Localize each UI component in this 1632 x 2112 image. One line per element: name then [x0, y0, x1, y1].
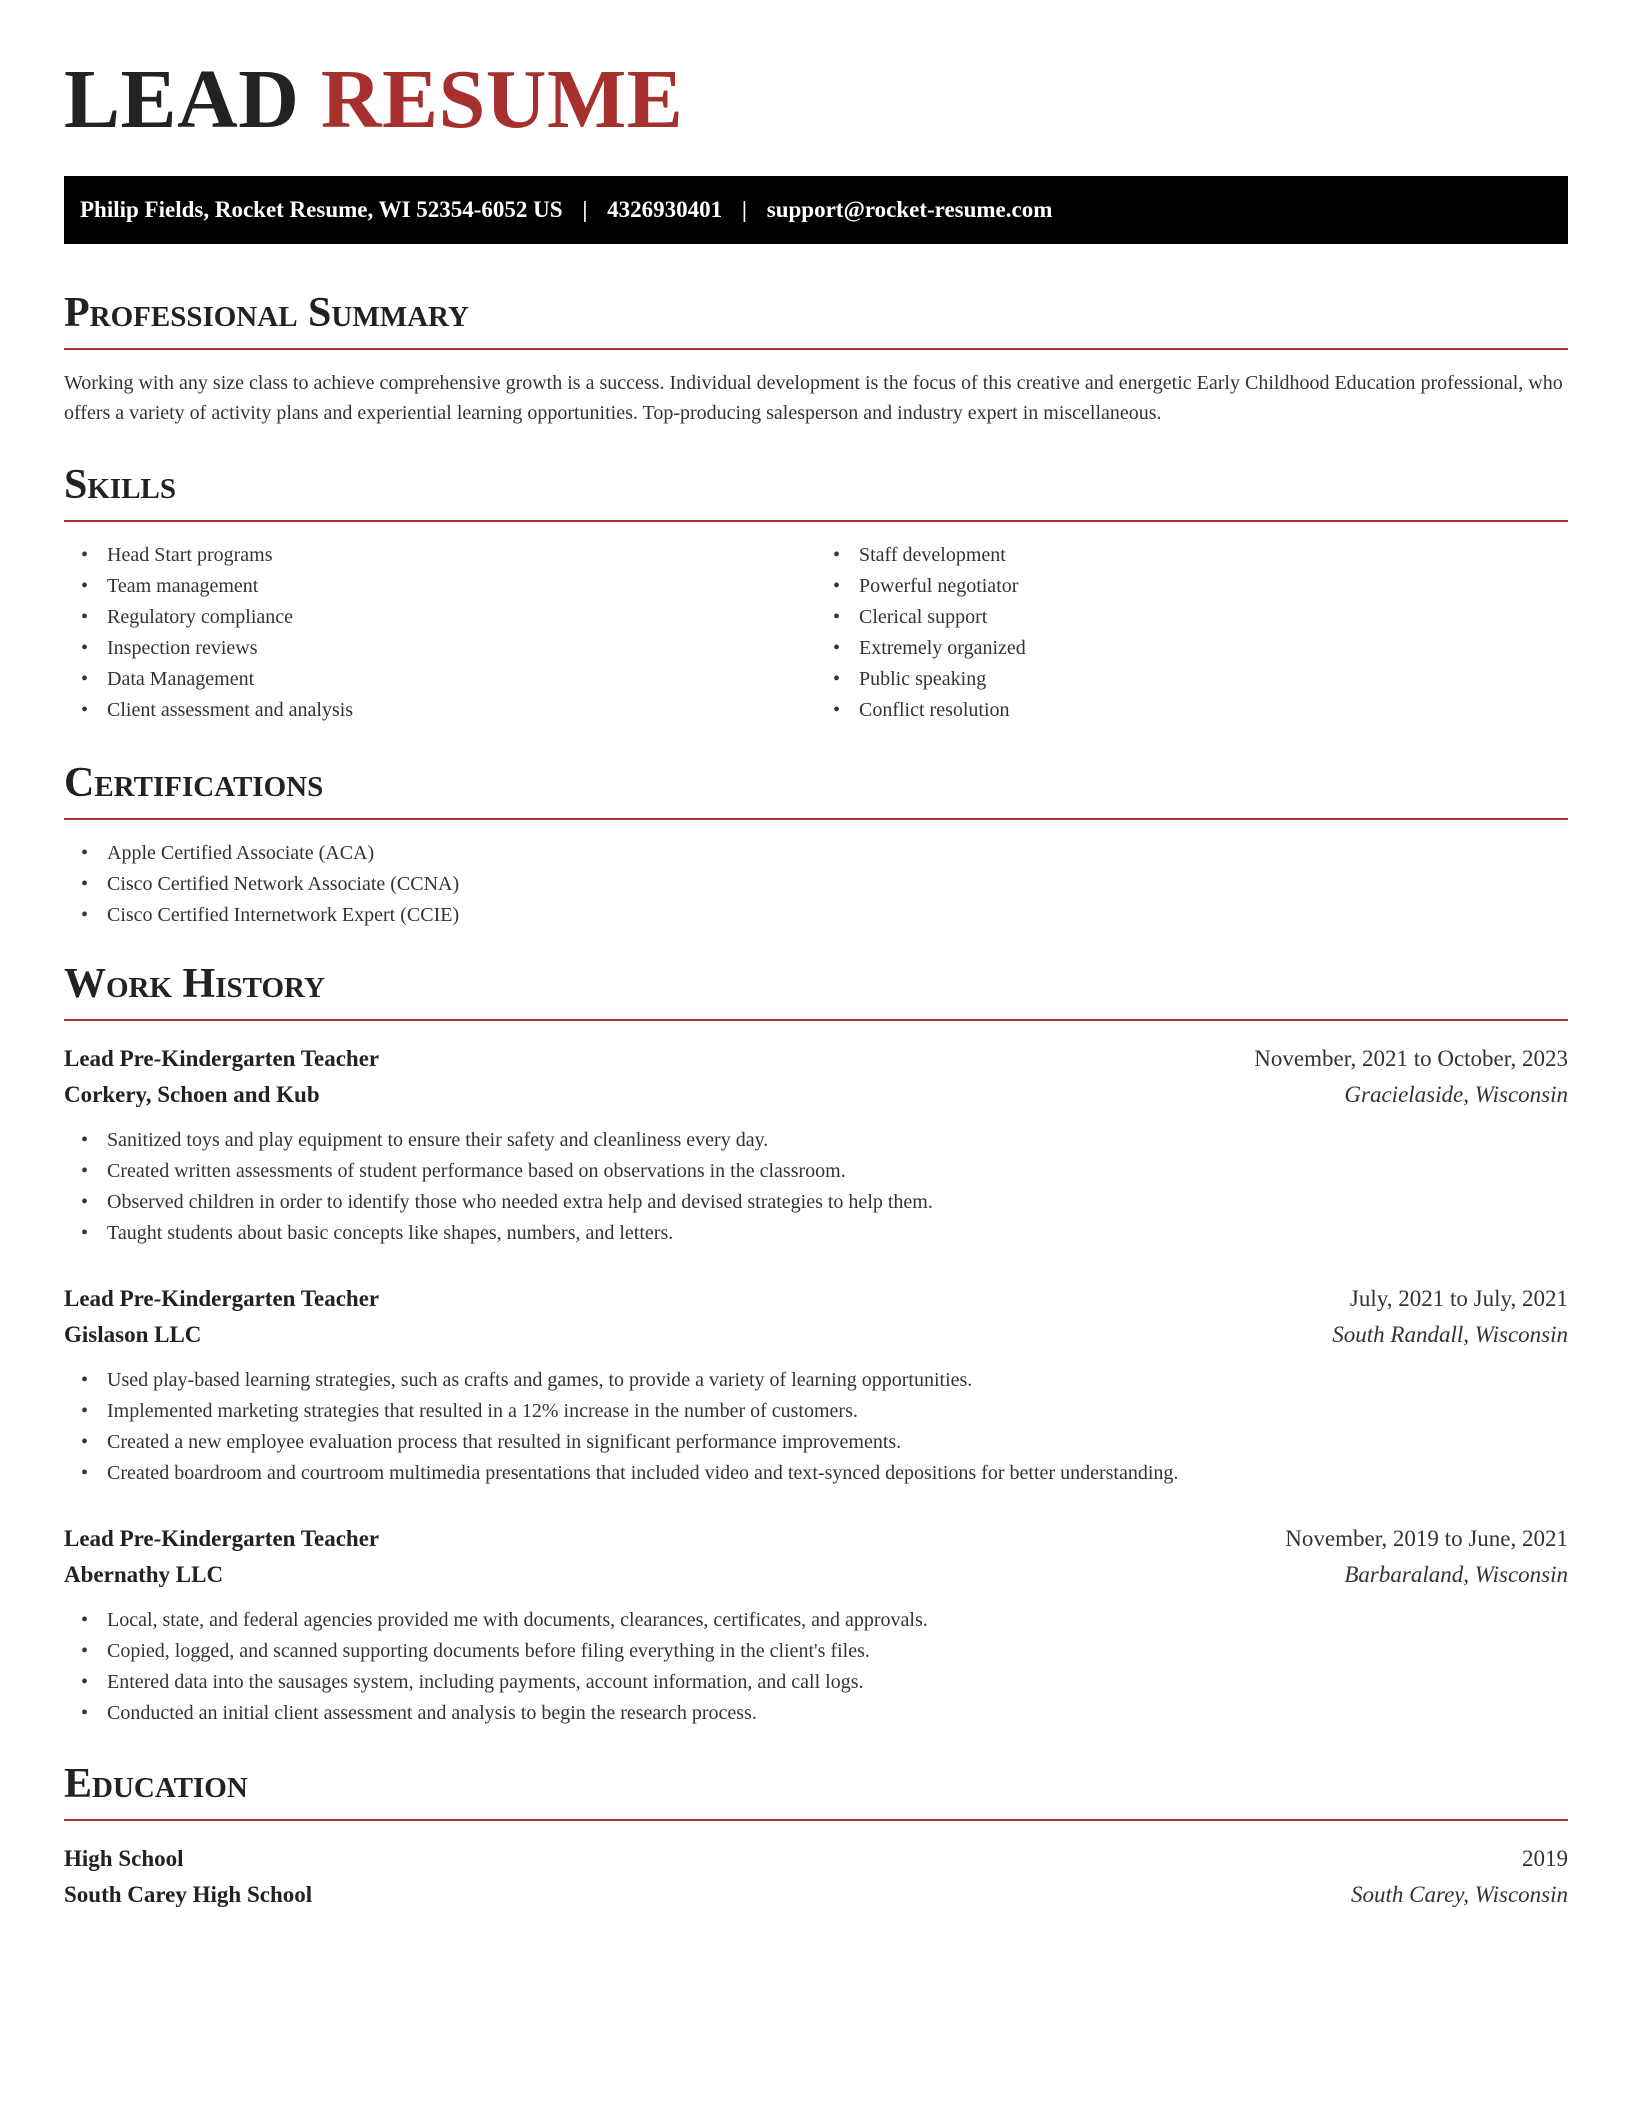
education-school-row — [64, 1877, 1568, 1913]
job-location: Barbaraland, Wisconsin — [1344, 1562, 1568, 1587]
contact-phone[interactable]: 4326930401 — [607, 197, 723, 222]
skill-item: • Public speaking — [859, 664, 1568, 695]
job-title: Lead Pre-Kindergarten Teacher — [64, 1526, 380, 1551]
job-bullets — [64, 1365, 1568, 1489]
resume-title — [64, 0, 1568, 146]
skills-heading: Skills — [64, 462, 177, 508]
section-divider — [64, 1019, 1568, 1021]
summary-heading: Professional Summary — [64, 290, 469, 336]
section-divider — [64, 348, 1568, 350]
contact-address: Philip Fields, Rocket Resume, WI 52354-6052 US — [80, 197, 563, 222]
skill-item: • Regulatory compliance — [107, 602, 816, 633]
education-school: South Carey High School — [64, 1882, 313, 1907]
skill-item: • Inspection reviews — [107, 633, 816, 664]
job-dates: November, 2021 to October, 2023 — [1254, 1046, 1568, 1071]
job-bullet: • Entered data into the sausages system, including payments, account information, and call logs. — [107, 1667, 1568, 1698]
job-bullet: • Used play-based learning strategies, such as crafts and games, to provide a variety of learning opportunities. — [107, 1365, 1568, 1396]
skill-item: • Client assessment and analysis — [107, 695, 816, 726]
job-entry — [64, 1521, 1568, 1729]
job-company: Gislason LLC — [64, 1322, 202, 1347]
summary-text: Working with any size class to achieve comprehensive growth is a success. Individual development is the focus of this creative and energetic Early Childhood Education professional, who offers a variety of activity plans and experiential learning opportunities. Top-producing salesperson and industry expert in miscellaneous. — [64, 372, 1563, 424]
skill-item: • Head Start programs — [107, 540, 816, 571]
job-dates: July, 2021 to July, 2021 — [1349, 1286, 1568, 1311]
skills-list — [64, 540, 1568, 726]
section-divider — [64, 818, 1568, 820]
job-bullet: • Conducted an initial client assessment and analysis to begin the research process. — [107, 1698, 1568, 1729]
skill-item: • Data Management — [107, 664, 816, 695]
job-bullet: • Created written assessments of student performance based on observations in the classroom. — [107, 1156, 1568, 1187]
job-title: Lead Pre-Kindergarten Teacher — [64, 1046, 380, 1071]
resume-page — [64, 0, 1568, 1913]
title-lead: LEAD — [64, 53, 300, 146]
job-entry — [64, 1281, 1568, 1489]
job-bullet: • Taught students about basic concepts like shapes, numbers, and letters. — [107, 1218, 1568, 1249]
contact-separator: | — [741, 197, 747, 222]
education-header — [64, 1841, 1568, 1877]
section-divider — [64, 520, 1568, 522]
title-resume: RESUME — [320, 53, 684, 146]
certifications-heading: Certifications — [64, 760, 324, 806]
job-bullet: • Copied, logged, and scanned supporting documents before filing everything in the client's files. — [107, 1636, 1568, 1667]
contact-separator: | — [582, 197, 588, 222]
job-bullet: • Implemented marketing strategies that resulted in a 12% increase in the number of customers. — [107, 1396, 1568, 1427]
job-bullet: • Local, state, and federal agencies provided me with documents, clearances, certificates, and approvals. — [107, 1605, 1568, 1636]
job-employer — [64, 1077, 1568, 1113]
certification-item: • Apple Certified Associate (ACA) — [107, 838, 1568, 869]
job-bullets — [64, 1125, 1568, 1249]
section-divider — [64, 1819, 1568, 1821]
contact-email[interactable]: support@rocket-resume.com — [766, 197, 1053, 222]
job-location: South Randall, Wisconsin — [1332, 1322, 1568, 1347]
job-bullet: • Sanitized toys and play equipment to ensure their safety and cleanliness every day. — [107, 1125, 1568, 1156]
education-year: 2019 — [1522, 1846, 1568, 1871]
job-header — [64, 1521, 1568, 1557]
skill-item: • Team management — [107, 571, 816, 602]
job-entry — [64, 1041, 1568, 1249]
job-location: Gracielaside, Wisconsin — [1344, 1082, 1568, 1107]
work-history-heading: Work History — [64, 961, 325, 1007]
job-title: Lead Pre-Kindergarten Teacher — [64, 1286, 380, 1311]
certification-item: • Cisco Certified Network Associate (CCNA) — [107, 869, 1568, 900]
job-bullet: • Observed children in order to identify those who needed extra help and devised strategies to help them. — [107, 1187, 1568, 1218]
skills-column-right — [816, 540, 1568, 726]
education-degree: High School — [64, 1846, 184, 1871]
job-employer — [64, 1557, 1568, 1593]
skill-item: • Staff development — [859, 540, 1568, 571]
education-location: South Carey, Wisconsin — [1350, 1882, 1568, 1907]
skill-item: • Extremely organized — [859, 633, 1568, 664]
education-entry — [64, 1841, 1568, 1913]
job-bullet: • Created boardroom and courtroom multimedia presentations that included video and text-synced depositions for better understanding. — [107, 1458, 1568, 1489]
job-company: Abernathy LLC — [64, 1562, 224, 1587]
skill-item: • Conflict resolution — [859, 695, 1568, 726]
education-heading: Education — [64, 1761, 248, 1807]
job-bullets — [64, 1605, 1568, 1729]
skill-item: • Powerful negotiator — [859, 571, 1568, 602]
job-header — [64, 1041, 1568, 1077]
job-company: Corkery, Schoen and Kub — [64, 1082, 320, 1107]
job-dates: November, 2019 to June, 2021 — [1285, 1526, 1568, 1551]
job-header — [64, 1281, 1568, 1317]
job-employer — [64, 1317, 1568, 1353]
skills-column-left — [64, 540, 816, 726]
contact-bar — [64, 176, 1568, 244]
job-bullet: • Created a new employee evaluation process that resulted in significant performance improvements. — [107, 1427, 1568, 1458]
certification-item: • Cisco Certified Internetwork Expert (CCIE) — [107, 900, 1568, 931]
skill-item: • Clerical support — [859, 602, 1568, 633]
certifications-list — [64, 838, 1568, 931]
